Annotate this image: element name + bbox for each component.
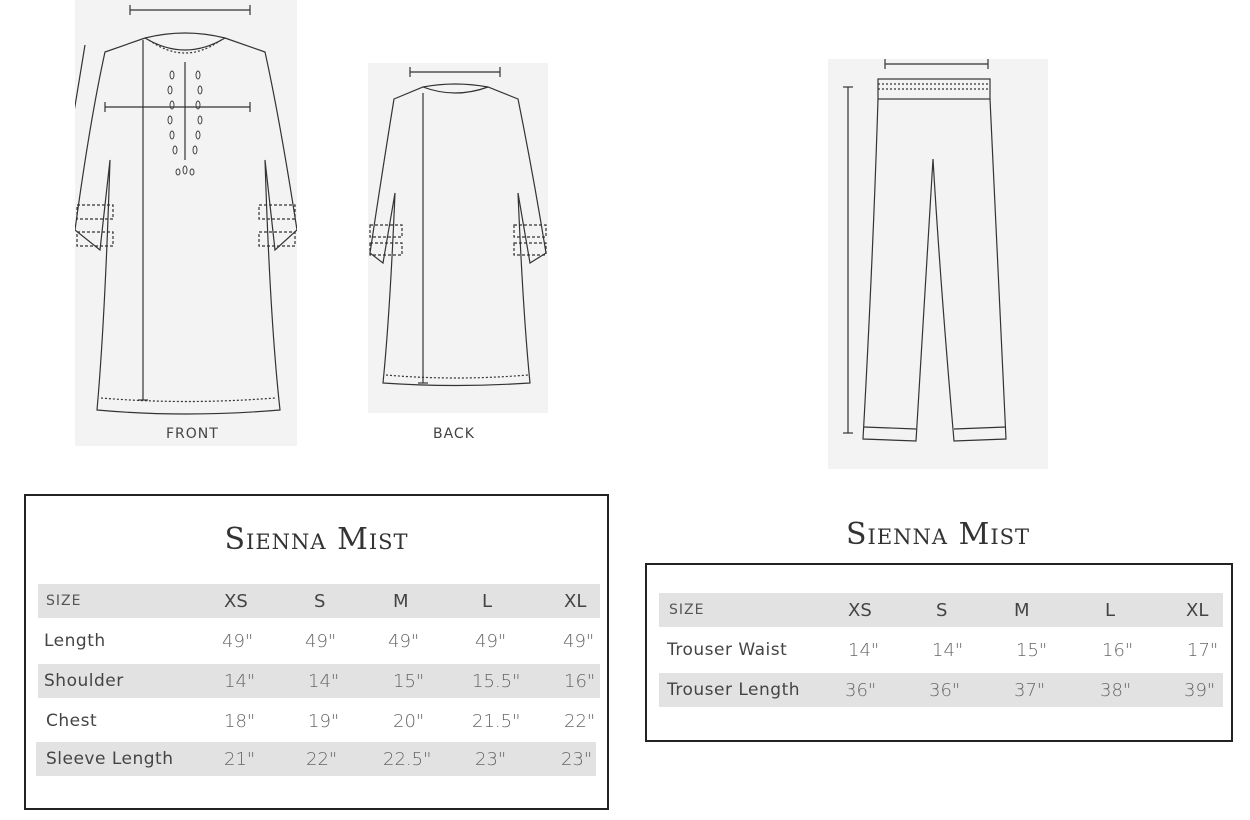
table-row-sleeve-length [36,742,596,776]
value-l: 21.5" [472,710,521,732]
trouser-size-table [645,563,1233,742]
header-xl: XL [564,590,587,612]
header-xl: XL [1186,599,1209,621]
value-m: 49" [388,630,420,652]
header-xs: XS [848,599,872,621]
value-xl: 23" [561,748,593,770]
value-m: 15" [1016,639,1048,661]
kurta-table-title: Sienna Mist [224,522,409,557]
header-size: SIZE [669,602,705,618]
kurta-back-illustration [368,63,548,413]
value-m: 20" [393,710,425,732]
row-label: Trouser Length [667,680,801,700]
table-header-row [659,593,1223,627]
kurta-front-illustration [75,0,297,446]
value-xs: 14" [224,670,256,692]
header-xs: XS [224,590,248,612]
table-header-row [38,584,600,618]
value-xs: 21" [224,748,256,770]
value-s: 14" [932,639,964,661]
value-xs: 18" [224,710,256,732]
front-view-label: FRONT [166,426,219,442]
value-xl: 16" [564,670,596,692]
value-m: 22.5" [383,748,432,770]
header-m: M [1014,599,1030,621]
value-xs: 49" [222,630,254,652]
value-s: 22" [306,748,338,770]
value-xl: 49" [563,630,595,652]
header-l: L [482,590,493,612]
row-label: Chest [46,711,98,731]
value-s: 19" [308,710,340,732]
header-m: M [393,590,409,612]
value-s: 49" [305,630,337,652]
row-label: Shoulder [44,671,124,691]
value-xl: 17" [1187,639,1219,661]
value-xl: 39" [1184,679,1216,701]
kurta-front-drawing [75,0,297,446]
row-label: Length [44,631,106,651]
value-l: 38" [1100,679,1132,701]
value-l: 49" [475,630,507,652]
table-row-chest [38,704,600,738]
kurta-size-table [24,494,609,810]
value-l: 15.5" [472,670,521,692]
trouser-illustration [828,59,1048,469]
value-s: 14" [308,670,340,692]
table-row-length [38,624,600,658]
header-l: L [1105,599,1116,621]
value-m: 15" [393,670,425,692]
table-row-trouser-length [659,673,1223,707]
table-row-trouser-waist [659,633,1223,667]
value-l: 16" [1102,639,1134,661]
back-view-label: BACK [433,426,475,442]
value-xl: 22" [564,710,596,732]
row-label: Trouser Waist [667,640,788,660]
value-l: 23" [475,748,507,770]
header-s: S [936,599,948,621]
value-xs: 36" [845,679,877,701]
value-xs: 14" [848,639,880,661]
trouser-table-title: Sienna Mist [845,517,1031,552]
trouser-drawing [828,59,1048,469]
value-s: 36" [929,679,961,701]
header-s: S [314,590,326,612]
header-size: SIZE [46,593,82,609]
kurta-back-drawing [368,63,548,413]
value-m: 37" [1014,679,1046,701]
table-row-shoulder [38,664,600,698]
row-label: Sleeve Length [46,749,174,769]
